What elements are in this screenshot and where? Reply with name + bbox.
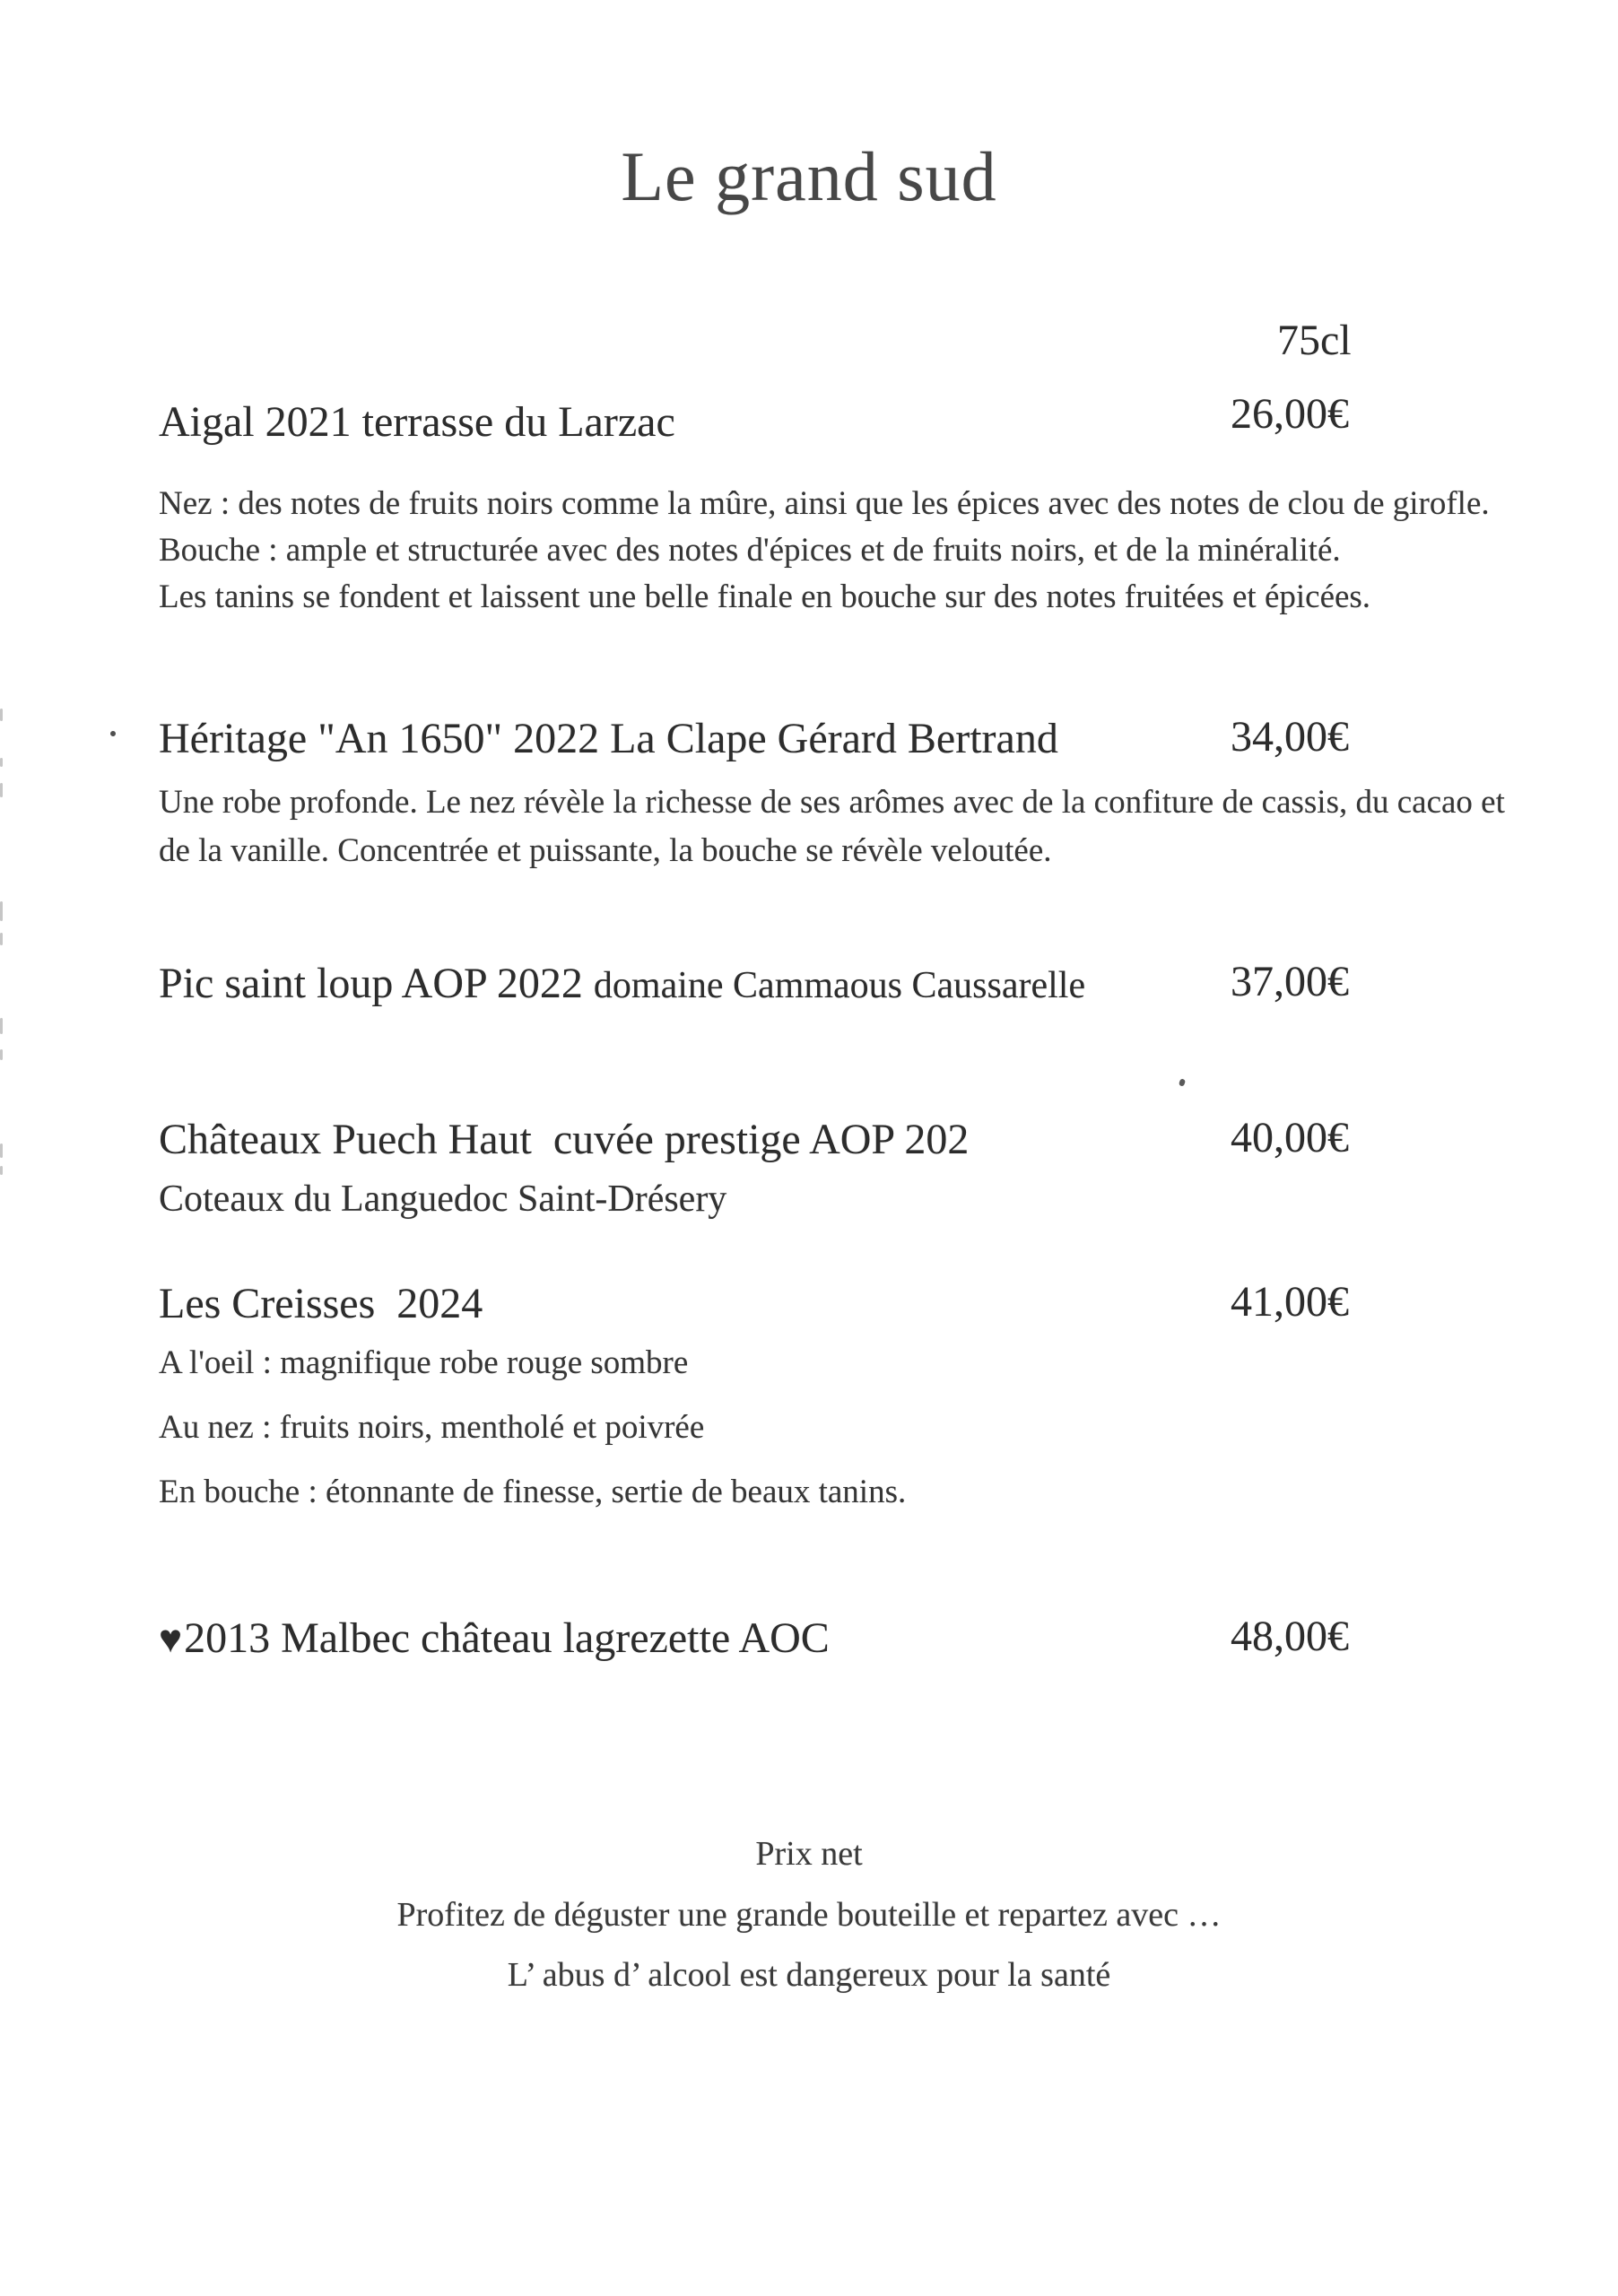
wine-name: Châteaux Puech Haut cuvée prestige AOP 202 <box>159 1116 970 1163</box>
wine-name: Les Creisses 2024 <box>159 1280 483 1327</box>
footer-promo-line: Profitez de déguster une grande bouteille et repartez avec … <box>396 1896 1222 1934</box>
wine-price: 26,00€ <box>1231 390 1349 438</box>
scan-edge-mark <box>0 709 3 721</box>
scan-edge-mark <box>0 1144 3 1158</box>
page-title: Le grand sud <box>621 137 997 215</box>
wine-name <box>159 962 1085 1005</box>
scan-edge-mark <box>0 901 3 921</box>
footer-prix-net: Prix net <box>755 1835 863 1873</box>
scan-edge-mark <box>0 933 3 945</box>
description-line: En bouche : étonnante de finesse, sertie de beaux tanins. <box>159 1474 907 1510</box>
scan-edge-mark <box>0 1166 3 1175</box>
heart-icon: ♥ <box>159 1617 183 1661</box>
description-line: A l'oeil : magnifique robe rouge sombre <box>159 1344 689 1381</box>
wine-price: 48,00€ <box>1231 1613 1349 1660</box>
wine-price: 41,00€ <box>1231 1278 1349 1326</box>
wine-description <box>159 778 1522 875</box>
wine-description <box>159 481 1522 621</box>
wine-description <box>159 1346 1522 1540</box>
wine-name-domaine: domaine Cammaous Caussarelle <box>593 965 1086 1006</box>
wine-name: Héritage "An 1650" 2022 La Clape Gérard Bertrand <box>159 715 1058 762</box>
wine-name <box>159 1614 830 1662</box>
description-line: Nez : des notes de fruits noirs comme la mûre, ainsi que les épices avec des notes de clou de girofle. <box>159 485 1490 522</box>
footer-health-warning: L’ abus d’ alcool est dangereux pour la santé <box>507 1956 1111 1994</box>
description-line: Les tanins se fondent et laissent une belle finale en bouche sur des notes fruitées et épicées. <box>159 578 1371 615</box>
wine-name: Aigal 2021 terrasse du Larzac <box>159 398 675 446</box>
wine-subtitle: Coteaux du Languedoc Saint-Drésery <box>159 1178 727 1220</box>
wine-price: 34,00€ <box>1231 713 1349 761</box>
description-line: Au nez : fruits noirs, mentholé et poivrée <box>159 1409 705 1446</box>
wine-name-main: Pic saint loup AOP 2022 <box>159 960 594 1007</box>
scan-speck <box>1179 1078 1186 1086</box>
scan-edge-mark <box>0 783 3 797</box>
wine-name-main: 2013 Malbec château lagrezette AOC <box>184 1614 830 1662</box>
wine-price: 40,00€ <box>1231 1114 1349 1161</box>
volume-column-header: 75cl <box>1277 317 1352 364</box>
description-line: Une robe profonde. Le nez révèle la richesse de ses arômes avec de la confiture de cassis, du cacao et de la vanille. Concentrée et puissante, la bouche se révèle veloutée. <box>159 784 1505 869</box>
description-line: Bouche : ample et structurée avec des notes d'épices et de fruits noirs, et de la minéralité. <box>159 532 1341 569</box>
scan-edge-mark <box>0 1049 3 1060</box>
scan-edge-mark <box>0 1018 3 1034</box>
scan-edge-mark <box>0 758 3 767</box>
scan-speck <box>110 731 116 736</box>
wine-price: 37,00€ <box>1231 958 1349 1005</box>
